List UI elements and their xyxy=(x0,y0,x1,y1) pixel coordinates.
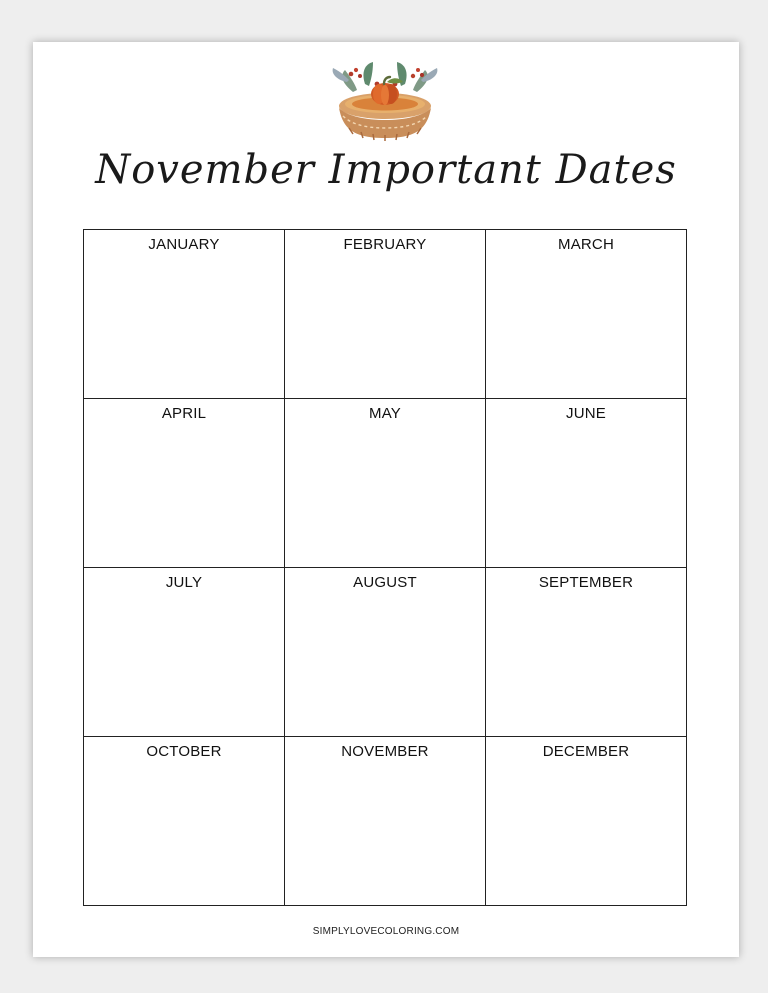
month-box-december xyxy=(486,737,687,906)
month-label: MAY xyxy=(369,405,401,422)
month-label: AUGUST xyxy=(353,574,417,591)
printable-page xyxy=(33,42,739,957)
page-title: November Important Dates xyxy=(95,147,677,193)
pumpkin-pie-icon xyxy=(325,54,445,154)
month-label: FEBRUARY xyxy=(343,236,427,253)
month-label: MARCH xyxy=(558,236,614,253)
month-label: JANUARY xyxy=(148,236,220,253)
month-label: DECEMBER xyxy=(542,743,630,760)
month-box-april xyxy=(84,399,285,568)
month-box-june xyxy=(486,399,687,568)
month-box-march xyxy=(486,230,687,399)
month-label: JULY xyxy=(165,574,203,591)
month-box-may xyxy=(285,399,486,568)
month-box-february xyxy=(285,230,486,399)
months-grid xyxy=(83,229,687,906)
month-label: OCTOBER xyxy=(146,743,222,760)
month-label: JUNE xyxy=(566,405,606,422)
month-box-january xyxy=(84,230,285,399)
month-label: SEPTEMBER xyxy=(538,574,634,591)
month-label: NOVEMBER xyxy=(341,743,429,760)
month-box-september xyxy=(486,568,687,737)
footer-website: SIMPLYLOVECOLORING.COM xyxy=(312,926,460,937)
month-box-august xyxy=(285,568,486,737)
month-label: APRIL xyxy=(161,405,207,422)
month-box-july xyxy=(84,568,285,737)
month-box-october xyxy=(84,737,285,906)
month-box-november xyxy=(285,737,486,906)
